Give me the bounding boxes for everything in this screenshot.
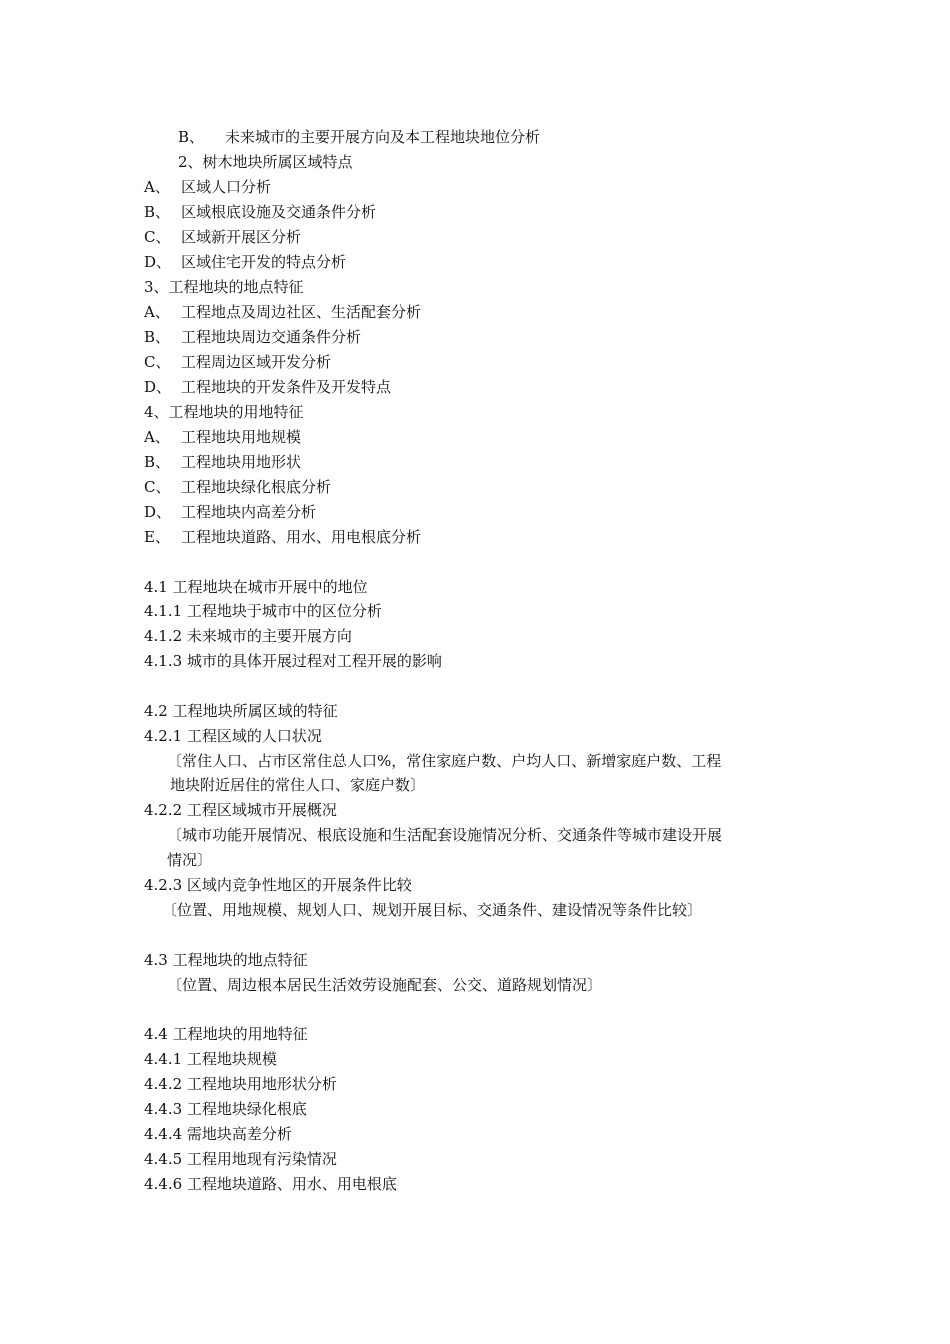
- item-marker: C、: [144, 478, 171, 496]
- subsection-item: 4.1.2 未来城市的主要开展方向: [144, 627, 352, 645]
- item-marker: E、: [144, 528, 170, 546]
- item-text: 区域住宅开发的特点分析: [181, 253, 347, 271]
- outline-item: [144, 377, 391, 397]
- outline-item: [144, 227, 301, 247]
- note-text: 〔常住人口、占市区常住总人口%，常住家庭户数、户均人口、新增家庭户数、工程: [167, 752, 722, 770]
- item-marker: C、: [144, 228, 171, 246]
- item-marker: A、: [144, 303, 170, 321]
- item-marker: B、: [144, 203, 171, 221]
- outline-item: [178, 127, 540, 147]
- outline-item: [144, 302, 421, 322]
- outline-item: [144, 352, 331, 372]
- item-text: 工程地块用地规模: [181, 428, 302, 446]
- item-marker: D、: [144, 253, 172, 271]
- subsection-item: 4.4.3 工程地块绿化根底: [144, 1100, 307, 1118]
- section-heading: 4.1 工程地块在城市开展中的地位: [144, 578, 368, 596]
- note-text: 〔位置、用地规模、规划人口、规划开展目标、交通条件、建设情况等条件比较〕: [162, 901, 703, 919]
- item-marker: C、: [144, 353, 171, 371]
- outline-item: [144, 452, 301, 472]
- subsection-item: 4.1.1 工程地块于城市中的区位分析: [144, 602, 382, 620]
- item-text: 工程地块绿化根底分析: [181, 478, 332, 496]
- outline-item: [144, 252, 346, 272]
- section-heading: 3、工程地块的地点特征: [144, 278, 304, 296]
- subsection-item: 4.2.3 区域内竞争性地区的开展条件比较: [144, 876, 412, 894]
- item-text: 区域新开展区分析: [181, 228, 302, 246]
- item-marker: B、: [144, 453, 171, 471]
- subsection-item: 4.4.6 工程地块道路、用水、用电根底: [144, 1175, 397, 1193]
- item-text: 工程地块的开发条件及开发特点: [181, 378, 392, 396]
- item-text: 工程地块内高差分析: [181, 503, 317, 521]
- section-heading: 4.2 工程地块所属区域的特征: [144, 702, 338, 720]
- outline-item: [144, 477, 331, 497]
- subsection-item: 4.4.5 工程用地现有污染情况: [144, 1150, 337, 1168]
- note-text: 情况〕: [167, 851, 213, 869]
- subsection-item: 4.4.4 需地块高差分析: [144, 1125, 292, 1143]
- item-text: 工程地块道路、用水、用电根底分析: [181, 528, 422, 546]
- item-marker: A、: [144, 428, 170, 446]
- section-heading: 4、工程地块的用地特征: [144, 403, 304, 421]
- item-text: 未来城市的主要开展方向及本工程地块地位分析: [225, 128, 541, 146]
- item-marker: A、: [144, 178, 170, 196]
- outline-item: [144, 427, 301, 447]
- item-text: 区域根底设施及交通条件分析: [181, 203, 377, 221]
- section-heading: 2、树木地块所属区域特点: [178, 153, 353, 171]
- item-marker: B、: [144, 328, 171, 346]
- item-text: 工程地点及周边社区、生活配套分析: [181, 303, 422, 321]
- outline-item: [144, 327, 361, 347]
- subsection-item: 4.2.2 工程区域城市开展概况: [144, 801, 337, 819]
- note-text: 〔位置、周边根本居民生活效劳设施配套、公交、道路规划情况〕: [167, 976, 603, 994]
- section-heading: 4.3 工程地块的地点特征: [144, 951, 308, 969]
- item-marker: D、: [144, 503, 172, 521]
- outline-item: [144, 527, 421, 547]
- outline-item: [144, 202, 376, 222]
- item-text: 工程地块用地形状: [181, 453, 302, 471]
- subsection-item: 4.4.2 工程地块用地形状分析: [144, 1075, 337, 1093]
- item-marker: B、: [178, 128, 205, 146]
- note-text: 地块附近居住的常住人口、家庭户数〕: [170, 776, 426, 794]
- note-text: 〔城市功能开展情况、根底设施和生活配套设施情况分析、交通条件等城市建设开展: [167, 826, 723, 844]
- outline-item: [144, 177, 271, 197]
- outline-item: [144, 502, 316, 522]
- item-text: 工程周边区域开发分析: [181, 353, 332, 371]
- subsection-item: 4.1.3 城市的具体开展过程对工程开展的影响: [144, 652, 442, 670]
- subsection-item: 4.2.1 工程区域的人口状况: [144, 727, 322, 745]
- item-text: 区域人口分析: [181, 178, 272, 196]
- item-text: 工程地块周边交通条件分析: [181, 328, 362, 346]
- section-heading: 4.4 工程地块的用地特征: [144, 1025, 308, 1043]
- subsection-item: 4.4.1 工程地块规模: [144, 1050, 277, 1068]
- item-marker: D、: [144, 378, 172, 396]
